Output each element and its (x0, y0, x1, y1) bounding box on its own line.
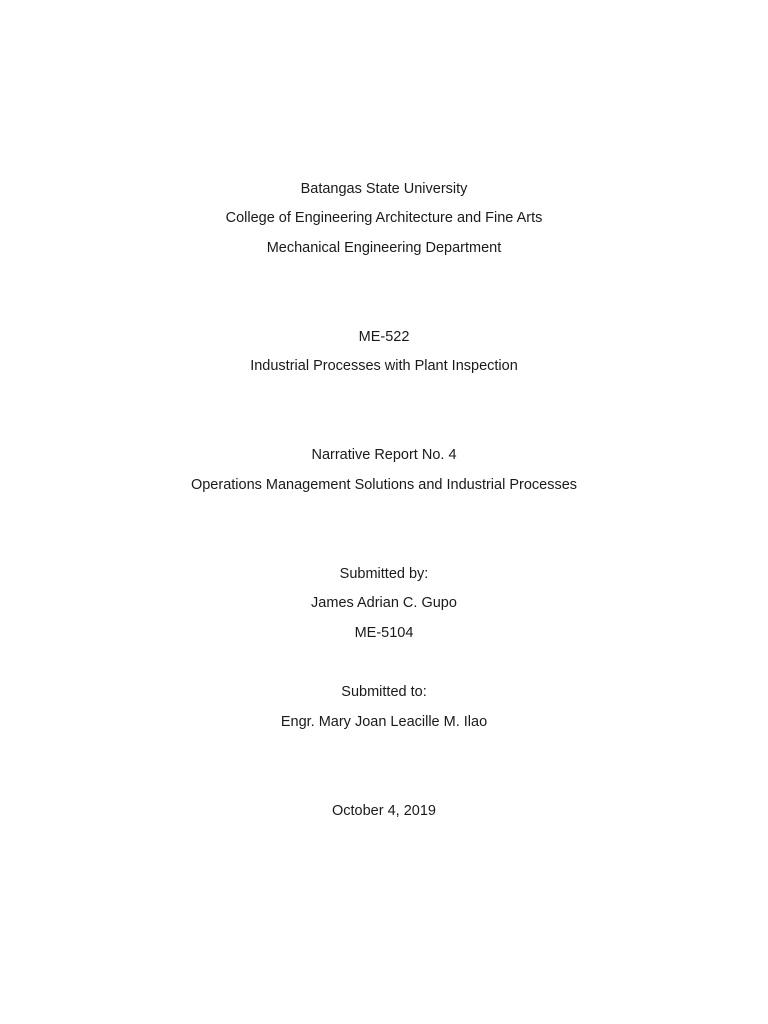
student-section: ME-5104 (354, 625, 414, 641)
department-name: Mechanical Engineering Department (266, 240, 502, 256)
student-name: James Adrian C. Gupo (311, 595, 457, 611)
course-title: Industrial Processes with Plant Inspection (250, 358, 518, 374)
course-code: ME-522 (358, 329, 410, 345)
college-name: College of Engineering Architecture and Fine Arts (225, 210, 543, 226)
submitted-to-label: Submitted to: (341, 684, 427, 700)
submission-date: October 4, 2019 (332, 803, 436, 819)
report-title: Operations Management Solutions and Industrial Processes (190, 477, 578, 493)
submitted-by-label: Submitted by: (339, 566, 429, 582)
university-name: Batangas State University (300, 181, 468, 197)
instructor-name: Engr. Mary Joan Leacille M. Ilao (280, 714, 488, 730)
report-number: Narrative Report No. 4 (311, 447, 457, 463)
